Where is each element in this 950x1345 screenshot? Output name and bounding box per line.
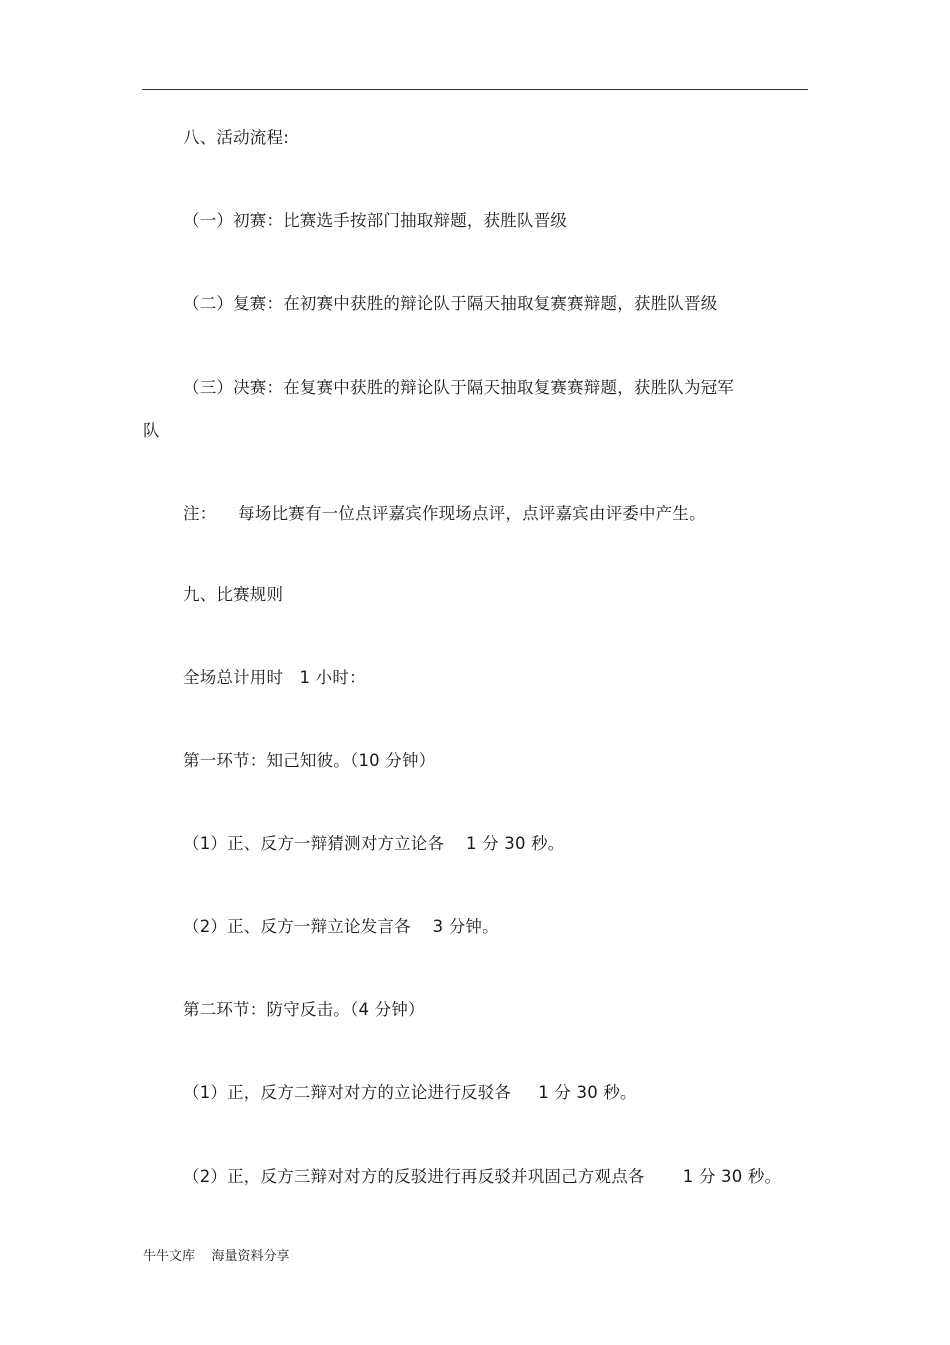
- part-2-item-1: （1）正，反方二辩对对方的立论进行反驳各 1 分 30 秒。: [183, 1083, 637, 1102]
- part-1-item-2: （2）正、反方一辩立论发言各 3 分钟。: [183, 917, 499, 936]
- part-2-item-2: （2）正，反方三辩对对方的反驳进行再反驳并巩固己方观点各 1 分 30 秒。: [183, 1167, 782, 1186]
- page-footer: 牛牛文库 海量资料分享: [143, 1249, 290, 1264]
- stage-3-final-line-1: （三）决赛：在复赛中获胜的辩论队于隔天抽取复赛赛辩题，获胜队为冠军: [183, 378, 735, 397]
- part-1-item-1: （1）正、反方一辩猜测对方立论各 1 分 30 秒。: [183, 834, 565, 853]
- part-2-heading: 第二环节：防守反击。（4 分钟）: [183, 1000, 425, 1019]
- total-time: 全场总计用时 1 小时：: [183, 668, 366, 687]
- stage-3-final-line-2: 队: [143, 421, 160, 440]
- part-1-heading: 第一环节：知己知彼。（10 分钟）: [183, 751, 436, 770]
- judging-note: 注： 每场比赛有一位点评嘉宾作现场点评，点评嘉宾由评委中产生。: [183, 504, 706, 523]
- stage-2-semifinal: （二）复赛：在初赛中获胜的辩论队于隔天抽取复赛赛辩题，获胜队晋级: [183, 294, 718, 313]
- section-9-heading: 九、比赛规则: [183, 585, 284, 604]
- header-rule: [142, 89, 808, 90]
- stage-1-preliminary: （一）初赛：比赛选手按部门抽取辩题，获胜队晋级: [183, 211, 568, 230]
- section-8-heading: 八、活动流程:: [183, 128, 289, 147]
